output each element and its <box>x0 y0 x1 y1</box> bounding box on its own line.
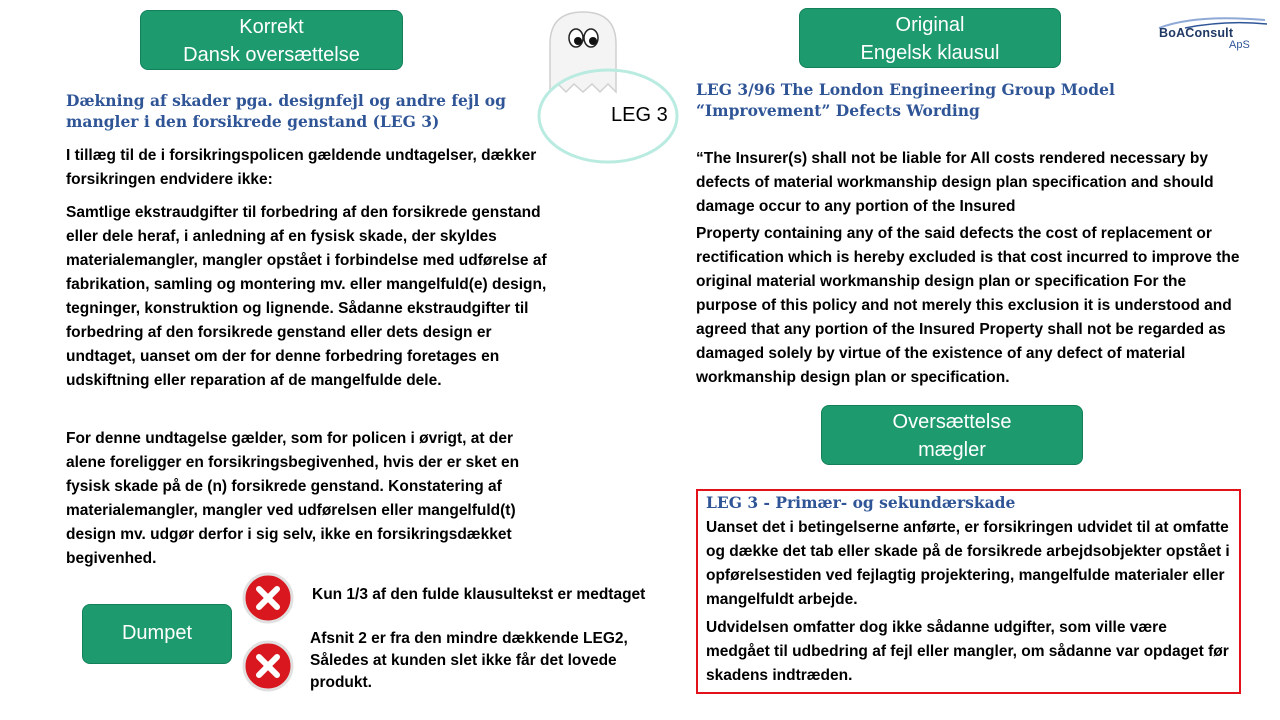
verdict-reason-2: Afsnit 2 er fra den mindre dækkende LEG2, Således at kunden slet ikke får det lovede produkt. <box>310 630 628 691</box>
badge-original-line1: Original <box>895 14 965 36</box>
boaconsult-logo <box>1155 16 1275 56</box>
badge-korrekt-line1: Korrekt <box>239 16 304 38</box>
danish-paragraph-1: I tillæg til de i forsikringspolicen gældende undtagelser, dækker forsikringen endvidere ikke: <box>66 147 537 188</box>
logo-name: BoAConsult <box>1159 26 1234 40</box>
badge-original-line2: Engelsk klausul <box>860 42 1000 64</box>
badge-oversaettelse <box>821 405 1083 465</box>
broker-heading: LEG 3 - Primær- og sekundærskade <box>706 493 1016 512</box>
x-icon <box>242 640 294 692</box>
x-icon <box>242 572 294 624</box>
danish-paragraph-3: For denne undtagelse gælder, som for policen i øvrigt, at der alene foreligger en forsikringsbegivenhed, hvis der er sket en fysisk skade på de (n) forsikrede genstand. Konstatering af materialemangler, mangler ved udførelsen eller mangelfuld(t) design mv. udgør derfor i sig selv, ikke en forsikringsdækket begivenhed. <box>66 430 520 567</box>
broker-paragraph-2: Udvidelsen omfatter dog ikke sådanne udgifter, som ville være medgået til udbedring af fejl eller mangler, om sådanne var opdaget før skadens indtræden. <box>706 619 1229 684</box>
verdict-reason-1: Kun 1/3 af den fulde klausultekst er medtaget <box>312 586 646 603</box>
badge-dumpet <box>82 604 232 664</box>
badge-oversaettelse-line1: Oversættelse <box>892 411 1012 433</box>
badge-korrekt <box>140 10 403 70</box>
danish-paragraph-2: Samtlige ekstraudgifter til forbedring af den forsikrede genstand eller dele heraf, i anledning af en fysisk skade, der skyldes materialemangler, mangler opstået i forbindelse med udførelse af fabrikation, samling og montering mv. eller mangelfuld(e) design, tegninger, konstruktion og lignende. Sådanne ekstraudgifter til forbedring af den forsikrede genstand eller dets design er undtaget, uanset om der for denne forbedring foretages en udskiftning eller reparation af de mangelfulde dele. <box>66 204 547 389</box>
english-heading: LEG 3/96 The London Engineering Group Model “Improvement” Defects Wording <box>696 80 1115 120</box>
broker-paragraph-1: Uanset det i betingelserne anførte, er forsikringen udvidet til at omfatte og dække det tab eller skade på de forsikrede arbejdsobjekter opstået i opførelsestiden ved fejlagtig projektering, mangelfulde materialer eller mangelfuldt arbejde. <box>706 519 1230 608</box>
badge-oversaettelse-line2: mægler <box>918 439 986 461</box>
english-paragraph-1: “The Insurer(s) shall not be liable for All costs rendered necessary by defects of material workmanship design plan specification and should damage occur to any portion of the Insured <box>696 150 1214 215</box>
badge-original <box>799 8 1061 68</box>
leg3-label: LEG 3 <box>611 104 668 126</box>
logo-suffix: ApS <box>1229 39 1250 51</box>
danish-heading: Dækning af skader pga. designfejl og andre fejl og mangler i den forsikrede genstand (LEG 3) <box>66 91 506 131</box>
badge-korrekt-line2: Dansk oversættelse <box>183 44 360 66</box>
badge-dumpet-label: Dumpet <box>121 622 193 644</box>
english-paragraph-2: Property containing any of the said defects the cost of replacement or rectification which is hereby excluded is that cost incurred to improve the original material workmanship design plan or specification For the purpose of this policy and not merely this exclusion it is understood and agreed that any portion of the Insured Property shall not be regarded as damaged solely by virtue of the existence of any defect of material workmanship design plan or specification. <box>696 225 1240 386</box>
